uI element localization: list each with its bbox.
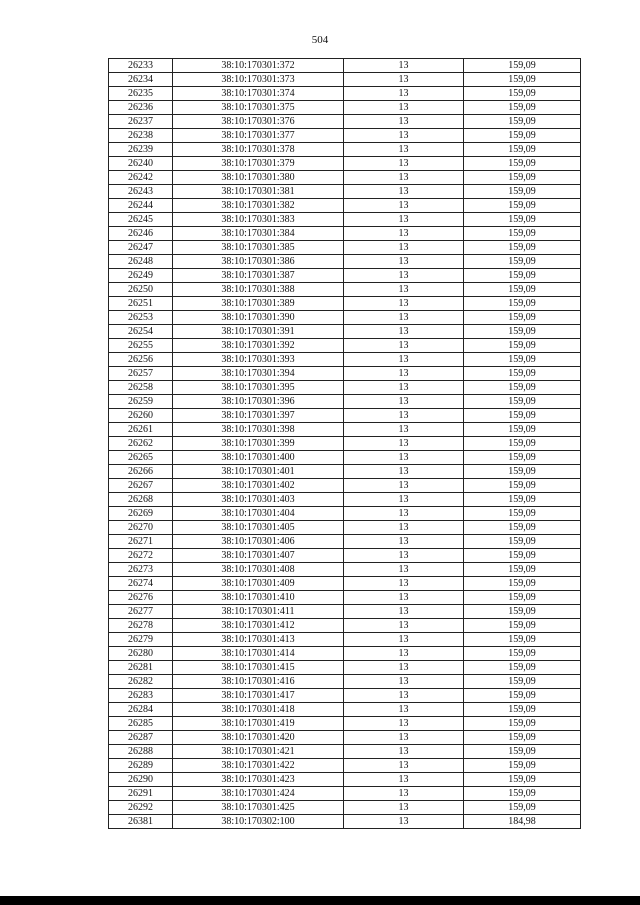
cadastral-number-cell: 38:10:170301:372 xyxy=(173,59,344,73)
cadastral-number-cell: 38:10:170301:397 xyxy=(173,409,344,423)
value-cell: 159,09 xyxy=(464,801,581,815)
cadastral-number-cell: 38:10:170301:418 xyxy=(173,703,344,717)
cadastral-number-cell: 38:10:170301:425 xyxy=(173,801,344,815)
table-row xyxy=(109,717,581,731)
table-row xyxy=(109,633,581,647)
cadastral-number-cell: 38:10:170301:417 xyxy=(173,689,344,703)
value-cell: 159,09 xyxy=(464,325,581,339)
table-row xyxy=(109,381,581,395)
row-number-cell: 26237 xyxy=(109,115,173,129)
code-cell: 13 xyxy=(344,423,464,437)
row-number-cell: 26233 xyxy=(109,59,173,73)
value-cell: 159,09 xyxy=(464,185,581,199)
value-cell: 159,09 xyxy=(464,213,581,227)
value-cell: 159,09 xyxy=(464,731,581,745)
code-cell: 13 xyxy=(344,73,464,87)
value-cell: 159,09 xyxy=(464,437,581,451)
code-cell: 13 xyxy=(344,493,464,507)
code-cell: 13 xyxy=(344,255,464,269)
code-cell: 13 xyxy=(344,703,464,717)
table-row xyxy=(109,703,581,717)
value-cell: 159,09 xyxy=(464,353,581,367)
table-row xyxy=(109,101,581,115)
code-cell: 13 xyxy=(344,129,464,143)
code-cell: 13 xyxy=(344,353,464,367)
code-cell: 13 xyxy=(344,521,464,535)
code-cell: 13 xyxy=(344,787,464,801)
code-cell: 13 xyxy=(344,157,464,171)
code-cell: 13 xyxy=(344,241,464,255)
row-number-cell: 26272 xyxy=(109,549,173,563)
table-row xyxy=(109,227,581,241)
value-cell: 159,09 xyxy=(464,521,581,535)
value-cell: 159,09 xyxy=(464,507,581,521)
code-cell: 13 xyxy=(344,395,464,409)
row-number-cell: 26234 xyxy=(109,73,173,87)
table-row xyxy=(109,801,581,815)
cadastral-number-cell: 38:10:170301:411 xyxy=(173,605,344,619)
row-number-cell: 26290 xyxy=(109,773,173,787)
value-cell: 159,09 xyxy=(464,87,581,101)
table-row xyxy=(109,115,581,129)
code-cell: 13 xyxy=(344,479,464,493)
row-number-cell: 26274 xyxy=(109,577,173,591)
code-cell: 13 xyxy=(344,759,464,773)
row-number-cell: 26235 xyxy=(109,87,173,101)
code-cell: 13 xyxy=(344,269,464,283)
code-cell: 13 xyxy=(344,675,464,689)
value-cell: 159,09 xyxy=(464,661,581,675)
row-number-cell: 26270 xyxy=(109,521,173,535)
row-number-cell: 26243 xyxy=(109,185,173,199)
code-cell: 13 xyxy=(344,437,464,451)
cadastral-number-cell: 38:10:170301:422 xyxy=(173,759,344,773)
table-row xyxy=(109,199,581,213)
value-cell: 159,09 xyxy=(464,451,581,465)
row-number-cell: 26287 xyxy=(109,731,173,745)
cadastral-number-cell: 38:10:170301:412 xyxy=(173,619,344,633)
cadastral-number-cell: 38:10:170302:100 xyxy=(173,815,344,829)
code-cell: 13 xyxy=(344,367,464,381)
value-cell: 159,09 xyxy=(464,115,581,129)
code-cell: 13 xyxy=(344,227,464,241)
value-cell: 159,09 xyxy=(464,199,581,213)
code-cell: 13 xyxy=(344,59,464,73)
table-row xyxy=(109,549,581,563)
code-cell: 13 xyxy=(344,619,464,633)
table-row xyxy=(109,409,581,423)
cadastral-number-cell: 38:10:170301:387 xyxy=(173,269,344,283)
row-number-cell: 26240 xyxy=(109,157,173,171)
value-cell: 159,09 xyxy=(464,255,581,269)
row-number-cell: 26256 xyxy=(109,353,173,367)
value-cell: 159,09 xyxy=(464,227,581,241)
code-cell: 13 xyxy=(344,717,464,731)
code-cell: 13 xyxy=(344,451,464,465)
table-row xyxy=(109,619,581,633)
value-cell: 159,09 xyxy=(464,283,581,297)
cadastral-number-cell: 38:10:170301:405 xyxy=(173,521,344,535)
row-number-cell: 26254 xyxy=(109,325,173,339)
value-cell: 159,09 xyxy=(464,479,581,493)
table-row xyxy=(109,535,581,549)
table-row xyxy=(109,339,581,353)
table-row xyxy=(109,73,581,87)
cadastral-number-cell: 38:10:170301:392 xyxy=(173,339,344,353)
cadastral-number-cell: 38:10:170301:377 xyxy=(173,129,344,143)
code-cell: 13 xyxy=(344,409,464,423)
cadastral-number-cell: 38:10:170301:398 xyxy=(173,423,344,437)
cadastral-number-cell: 38:10:170301:376 xyxy=(173,115,344,129)
row-number-cell: 26258 xyxy=(109,381,173,395)
value-cell: 159,09 xyxy=(464,633,581,647)
table-row xyxy=(109,269,581,283)
cadastral-number-cell: 38:10:170301:410 xyxy=(173,591,344,605)
table-row xyxy=(109,297,581,311)
table-row xyxy=(109,143,581,157)
row-number-cell: 26260 xyxy=(109,409,173,423)
cadastral-number-cell: 38:10:170301:378 xyxy=(173,143,344,157)
value-cell: 159,09 xyxy=(464,689,581,703)
code-cell: 13 xyxy=(344,633,464,647)
value-cell: 159,09 xyxy=(464,773,581,787)
table-row xyxy=(109,675,581,689)
code-cell: 13 xyxy=(344,563,464,577)
code-cell: 13 xyxy=(344,199,464,213)
value-cell: 159,09 xyxy=(464,241,581,255)
row-number-cell: 26283 xyxy=(109,689,173,703)
table-row xyxy=(109,563,581,577)
code-cell: 13 xyxy=(344,661,464,675)
table-row xyxy=(109,507,581,521)
row-number-cell: 26291 xyxy=(109,787,173,801)
cadastral-number-cell: 38:10:170301:404 xyxy=(173,507,344,521)
value-cell: 159,09 xyxy=(464,73,581,87)
table-row xyxy=(109,731,581,745)
row-number-cell: 26280 xyxy=(109,647,173,661)
cadastral-number-cell: 38:10:170301:406 xyxy=(173,535,344,549)
table-row xyxy=(109,437,581,451)
code-cell: 13 xyxy=(344,213,464,227)
code-cell: 13 xyxy=(344,185,464,199)
code-cell: 13 xyxy=(344,591,464,605)
row-number-cell: 26257 xyxy=(109,367,173,381)
table-row xyxy=(109,815,581,829)
cadastral-number-cell: 38:10:170301:388 xyxy=(173,283,344,297)
row-number-cell: 26284 xyxy=(109,703,173,717)
value-cell: 159,09 xyxy=(464,745,581,759)
value-cell: 159,09 xyxy=(464,101,581,115)
row-number-cell: 26248 xyxy=(109,255,173,269)
code-cell: 13 xyxy=(344,381,464,395)
row-number-cell: 26250 xyxy=(109,283,173,297)
row-number-cell: 26292 xyxy=(109,801,173,815)
cadastral-number-cell: 38:10:170301:402 xyxy=(173,479,344,493)
cadastral-number-cell: 38:10:170301:380 xyxy=(173,171,344,185)
table-row xyxy=(109,759,581,773)
row-number-cell: 26265 xyxy=(109,451,173,465)
table-row xyxy=(109,395,581,409)
cadastral-number-cell: 38:10:170301:424 xyxy=(173,787,344,801)
cadastral-number-cell: 38:10:170301:374 xyxy=(173,87,344,101)
cadastral-number-cell: 38:10:170301:420 xyxy=(173,731,344,745)
table-row xyxy=(109,689,581,703)
cadastral-number-cell: 38:10:170301:384 xyxy=(173,227,344,241)
code-cell: 13 xyxy=(344,325,464,339)
row-number-cell: 26279 xyxy=(109,633,173,647)
cadastral-number-cell: 38:10:170301:415 xyxy=(173,661,344,675)
table-row xyxy=(109,451,581,465)
row-number-cell: 26259 xyxy=(109,395,173,409)
code-cell: 13 xyxy=(344,87,464,101)
cadastral-number-cell: 38:10:170301:393 xyxy=(173,353,344,367)
row-number-cell: 26266 xyxy=(109,465,173,479)
value-cell: 159,09 xyxy=(464,59,581,73)
code-cell: 13 xyxy=(344,535,464,549)
value-cell: 159,09 xyxy=(464,549,581,563)
row-number-cell: 26246 xyxy=(109,227,173,241)
row-number-cell: 26281 xyxy=(109,661,173,675)
code-cell: 13 xyxy=(344,549,464,563)
table-row xyxy=(109,59,581,73)
value-cell: 159,09 xyxy=(464,703,581,717)
row-number-cell: 26262 xyxy=(109,437,173,451)
row-number-cell: 26276 xyxy=(109,591,173,605)
value-cell: 159,09 xyxy=(464,717,581,731)
cadastral-number-cell: 38:10:170301:421 xyxy=(173,745,344,759)
cadastral-number-cell: 38:10:170301:390 xyxy=(173,311,344,325)
value-cell: 159,09 xyxy=(464,395,581,409)
value-cell: 159,09 xyxy=(464,563,581,577)
cadastral-number-cell: 38:10:170301:403 xyxy=(173,493,344,507)
code-cell: 13 xyxy=(344,465,464,479)
code-cell: 13 xyxy=(344,815,464,829)
row-number-cell: 26239 xyxy=(109,143,173,157)
code-cell: 13 xyxy=(344,171,464,185)
value-cell: 159,09 xyxy=(464,339,581,353)
value-cell: 159,09 xyxy=(464,297,581,311)
table-row xyxy=(109,255,581,269)
row-number-cell: 26289 xyxy=(109,759,173,773)
row-number-cell: 26271 xyxy=(109,535,173,549)
value-cell: 159,09 xyxy=(464,675,581,689)
value-cell: 159,09 xyxy=(464,367,581,381)
cadastral-number-cell: 38:10:170301:381 xyxy=(173,185,344,199)
value-cell: 159,09 xyxy=(464,605,581,619)
value-cell: 159,09 xyxy=(464,171,581,185)
code-cell: 13 xyxy=(344,801,464,815)
row-number-cell: 26238 xyxy=(109,129,173,143)
code-cell: 13 xyxy=(344,745,464,759)
code-cell: 13 xyxy=(344,773,464,787)
row-number-cell: 26244 xyxy=(109,199,173,213)
value-cell: 159,09 xyxy=(464,577,581,591)
table-row xyxy=(109,185,581,199)
row-number-cell: 26236 xyxy=(109,101,173,115)
value-cell: 159,09 xyxy=(464,787,581,801)
value-cell: 159,09 xyxy=(464,381,581,395)
value-cell: 159,09 xyxy=(464,465,581,479)
table-row xyxy=(109,787,581,801)
row-number-cell: 26251 xyxy=(109,297,173,311)
cadastral-number-cell: 38:10:170301:394 xyxy=(173,367,344,381)
code-cell: 13 xyxy=(344,101,464,115)
cadastral-number-cell: 38:10:170301:391 xyxy=(173,325,344,339)
row-number-cell: 26288 xyxy=(109,745,173,759)
value-cell: 159,09 xyxy=(464,591,581,605)
code-cell: 13 xyxy=(344,143,464,157)
table-row xyxy=(109,661,581,675)
table-row xyxy=(109,605,581,619)
table-row xyxy=(109,241,581,255)
value-cell: 159,09 xyxy=(464,269,581,283)
row-number-cell: 26255 xyxy=(109,339,173,353)
row-number-cell: 26381 xyxy=(109,815,173,829)
cadastral-number-cell: 38:10:170301:379 xyxy=(173,157,344,171)
cadastral-number-cell: 38:10:170301:400 xyxy=(173,451,344,465)
row-number-cell: 26261 xyxy=(109,423,173,437)
cadastral-number-cell: 38:10:170301:399 xyxy=(173,437,344,451)
table-row xyxy=(109,591,581,605)
table-row xyxy=(109,171,581,185)
table-row xyxy=(109,577,581,591)
cadastral-number-cell: 38:10:170301:401 xyxy=(173,465,344,479)
table-row xyxy=(109,283,581,297)
cadastral-number-cell: 38:10:170301:373 xyxy=(173,73,344,87)
table-row xyxy=(109,129,581,143)
code-cell: 13 xyxy=(344,283,464,297)
cadastral-number-cell: 38:10:170301:423 xyxy=(173,773,344,787)
table-row xyxy=(109,87,581,101)
table-row xyxy=(109,465,581,479)
cadastral-table-container xyxy=(108,58,580,829)
cadastral-number-cell: 38:10:170301:386 xyxy=(173,255,344,269)
row-number-cell: 26278 xyxy=(109,619,173,633)
table-row xyxy=(109,521,581,535)
value-cell: 159,09 xyxy=(464,619,581,633)
value-cell: 159,09 xyxy=(464,129,581,143)
code-cell: 13 xyxy=(344,577,464,591)
cadastral-number-cell: 38:10:170301:389 xyxy=(173,297,344,311)
row-number-cell: 26253 xyxy=(109,311,173,325)
row-number-cell: 26277 xyxy=(109,605,173,619)
table-row xyxy=(109,493,581,507)
value-cell: 159,09 xyxy=(464,759,581,773)
cadastral-number-cell: 38:10:170301:407 xyxy=(173,549,344,563)
table-row xyxy=(109,423,581,437)
table-row xyxy=(109,745,581,759)
table-row xyxy=(109,157,581,171)
page-number: 504 xyxy=(311,34,329,46)
code-cell: 13 xyxy=(344,605,464,619)
cadastral-number-cell: 38:10:170301:413 xyxy=(173,633,344,647)
value-cell: 159,09 xyxy=(464,535,581,549)
row-number-cell: 26249 xyxy=(109,269,173,283)
table-row xyxy=(109,353,581,367)
table-row xyxy=(109,213,581,227)
value-cell: 159,09 xyxy=(464,409,581,423)
code-cell: 13 xyxy=(344,297,464,311)
code-cell: 13 xyxy=(344,115,464,129)
code-cell: 13 xyxy=(344,339,464,353)
scan-bottom-edge xyxy=(0,896,640,905)
cadastral-number-cell: 38:10:170301:383 xyxy=(173,213,344,227)
row-number-cell: 26245 xyxy=(109,213,173,227)
table-row xyxy=(109,479,581,493)
table-row xyxy=(109,311,581,325)
value-cell: 159,09 xyxy=(464,647,581,661)
table-row xyxy=(109,647,581,661)
cadastral-table xyxy=(108,58,581,829)
value-cell: 159,09 xyxy=(464,423,581,437)
cadastral-number-cell: 38:10:170301:419 xyxy=(173,717,344,731)
row-number-cell: 26282 xyxy=(109,675,173,689)
table-row xyxy=(109,367,581,381)
cadastral-number-cell: 38:10:170301:382 xyxy=(173,199,344,213)
code-cell: 13 xyxy=(344,647,464,661)
row-number-cell: 26267 xyxy=(109,479,173,493)
row-number-cell: 26242 xyxy=(109,171,173,185)
code-cell: 13 xyxy=(344,689,464,703)
value-cell: 159,09 xyxy=(464,311,581,325)
value-cell: 159,09 xyxy=(464,493,581,507)
table-row xyxy=(109,773,581,787)
cadastral-number-cell: 38:10:170301:409 xyxy=(173,577,344,591)
cadastral-number-cell: 38:10:170301:395 xyxy=(173,381,344,395)
code-cell: 13 xyxy=(344,731,464,745)
value-cell: 159,09 xyxy=(464,157,581,171)
row-number-cell: 26269 xyxy=(109,507,173,521)
table-body xyxy=(109,59,581,829)
row-number-cell: 26285 xyxy=(109,717,173,731)
code-cell: 13 xyxy=(344,311,464,325)
row-number-cell: 26268 xyxy=(109,493,173,507)
value-cell: 159,09 xyxy=(464,143,581,157)
cadastral-number-cell: 38:10:170301:375 xyxy=(173,101,344,115)
value-cell: 184,98 xyxy=(464,815,581,829)
table-row xyxy=(109,325,581,339)
code-cell: 13 xyxy=(344,507,464,521)
cadastral-number-cell: 38:10:170301:396 xyxy=(173,395,344,409)
row-number-cell: 26247 xyxy=(109,241,173,255)
cadastral-number-cell: 38:10:170301:385 xyxy=(173,241,344,255)
cadastral-number-cell: 38:10:170301:416 xyxy=(173,675,344,689)
row-number-cell: 26273 xyxy=(109,563,173,577)
cadastral-number-cell: 38:10:170301:414 xyxy=(173,647,344,661)
cadastral-number-cell: 38:10:170301:408 xyxy=(173,563,344,577)
